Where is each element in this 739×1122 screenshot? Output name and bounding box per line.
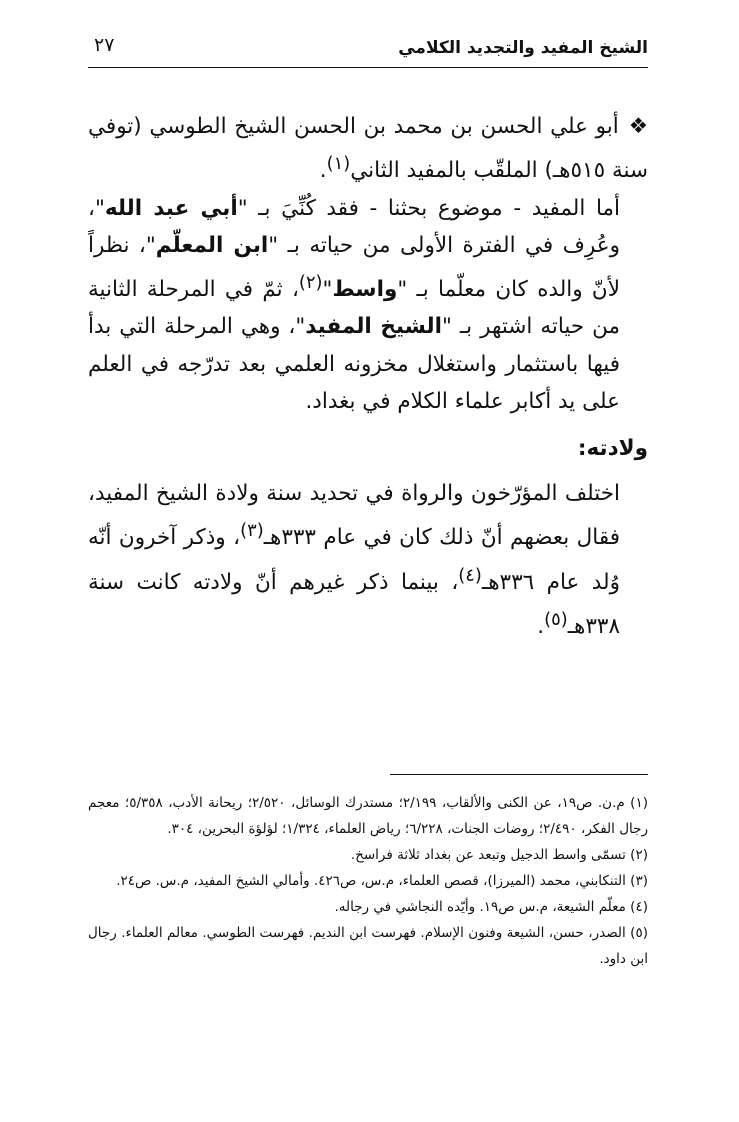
footnote-ref-5: (٥)	[544, 609, 568, 631]
footnote-ref-4: (٤)	[458, 564, 482, 586]
paragraph-1-end: .	[319, 158, 327, 184]
footnote-1: (١) م.ن. ص١٩، عن الكنى والألقاب، ٢/١٩٩؛ مستدرك الوسائل، ٢/٥٢٠؛ ريحانة الأدب، ٥/٣٥٨؛ معجم رجال الفكر، ٢/٤٩٠؛ روضات الجنات، ٦/٢٢٨؛ رياض العلماء، ١/٣٢٤؛ لؤلؤة البحرين، ٣٠٤.	[88, 795, 648, 837]
title-bold: الشيخ المفيد	[305, 314, 442, 340]
paragraph-3-end: .	[537, 614, 545, 640]
paragraph-3	[88, 475, 648, 645]
diamond-bullet-icon: ❖	[628, 114, 648, 139]
kunya-bold: أبي عبد الله	[104, 195, 238, 221]
footnote-3: (٣) التنكابني، محمد (الميرزا)، قصص العلماء، م.س، ص٤٢٦. وأمالي الشيخ المفيد، م.س. ص٢٤.	[116, 873, 648, 889]
footnotes	[88, 790, 648, 972]
paragraph-3-text-a: اختلف المؤرّخون والرواة في تحديد سنة ولادة الشيخ المفيد، فقال بعضهم أنّ ذلك كان في عام ٣٣٣هـ	[88, 481, 620, 551]
footnote-5: (٥) الصدر، حسن، الشيعة وفنون الإسلام. فهرست ابن النديم. فهرست الطوسي. معالم العلماء. رجال ابن داود.	[88, 925, 648, 967]
paragraph-3-text-c: ، بينما ذكر غيرهم أنّ ولادته كانت سنة ٣٣٨هـ	[88, 569, 620, 640]
paragraph-2	[88, 190, 648, 420]
page-number: ٢٧	[94, 34, 115, 56]
paragraph-1-text: أبو علي الحسن بن محمد بن الحسن الشيخ الطوسي (توفي سنة ٥١٥هـ) الملقّب بالمفيد الثاني	[88, 114, 648, 184]
footnote-ref-2: (٢)	[298, 271, 323, 293]
paragraph-2-text-d: ، ثمّ في المرحلة الثانية من حياته اشتهر بـ "	[88, 277, 621, 340]
paragraph-1	[88, 108, 648, 190]
header-rule	[88, 67, 648, 68]
paragraph-2-quote: "	[322, 277, 333, 303]
place-bold: واسط	[332, 277, 398, 303]
paragraph-2-text-a: أما المفيد - موضوع بحثنا - فقد كُنِّيَ بـ "	[237, 195, 620, 221]
footnote-rule	[390, 774, 648, 775]
paragraph-2-text-b: "، وعُرِف في الفترة الأولى من حياته بـ "	[88, 195, 621, 258]
footnote-ref-3: (٣)	[240, 520, 264, 542]
paragraph-2-text-c: "، نظراً لأنّ والده كان معلّما بـ "	[88, 232, 620, 303]
running-header	[88, 30, 648, 68]
footnote-4: (٤) معلّم الشيعة، م.س ص١٩. وأيّده النجاشي في رجاله.	[334, 899, 648, 915]
header-title: الشيخ المفيد والتجديد الكلامي	[398, 38, 648, 58]
nickname-bold: ابن المعلّم	[155, 232, 269, 258]
footnote-ref-1: (١)	[326, 153, 351, 175]
paragraph-2-text-e: "، وهي المرحلة التي بدأ فيها باستثمار واستغلال مخزونه العلمي بعد تدرّجه في العلم على يد أكابر علماء الكلام في بغداد.	[88, 314, 620, 414]
footnote-2: (٢) تسمّى واسط الدجيل وتبعد عن بغداد ثلاثة فراسخ.	[350, 847, 648, 863]
main-text	[88, 108, 648, 645]
section-heading: ولادته:	[577, 435, 648, 461]
paragraph-3-text-b: ، وذكر آخرون أنّه وُلد عام ٣٣٦هـ	[88, 525, 620, 595]
